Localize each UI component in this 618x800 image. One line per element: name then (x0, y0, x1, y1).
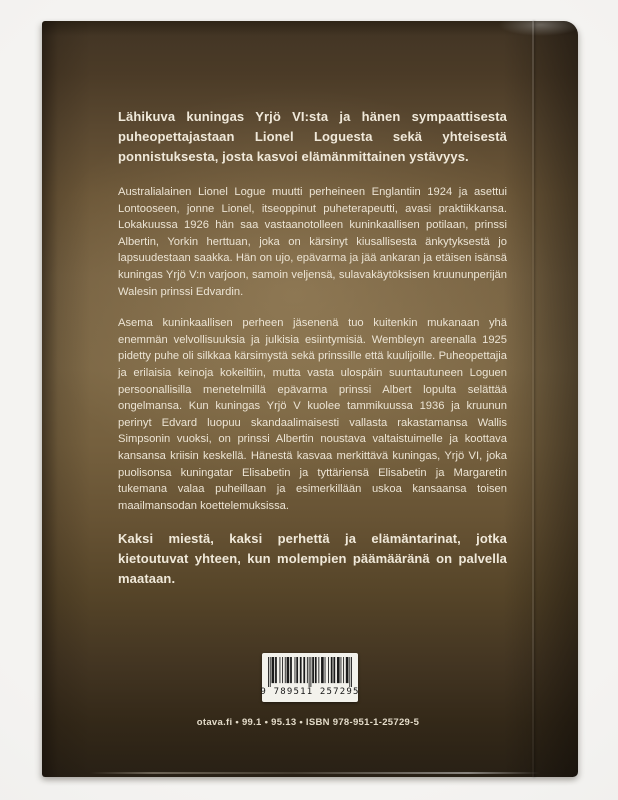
publisher-info: otava.fi • 99.1 • 95.13 • ISBN 978-951-1-25729-5 (196, 717, 420, 728)
book-back-cover (42, 21, 578, 777)
barcode-number: 9 789511 257295 (260, 687, 360, 697)
intro-paragraph: Lähikuva kuningas Yrjö VI:sta ja hänen sympaattisesta puheopettajastaan Lionel Loguesta sekä yhteisestä ponnistuksesta, josta kasvoi elämänmittainen ystävyys. (118, 109, 507, 164)
body-paragraph-2: Asema kuninkaallisen perheen jäsenenä tuo kuitenkin mukanaan yhä enemmän velvollisuuksia ja julkisia esiintymisiä. Wembleyn areenalla 1925 pidetty puhe oli silkkaa kärsimystä sekä prinssille että kuulijoille. Puheopettajia ja erilaisia keinoja kokeiltiin, mutta vasta ulospäin suuntautuneen Loguen persoonallisilla menetelmillä epävarma prinssi Albert lopulta selättää ongelmansa. Kun kuningas Yrjö V kuolee tammikuussa 1936 ja kruunun perinyt Edvard luopuu skandaalimaisesti vallasta rakastamansa Wallis Simpsonin vuoksi, on prinssi Albertin noustava valtaistuimelle ja koottava kansansa kriisin keskellä. Hänestä kasvaa merkittävä kuningas, Yrjö VI, joka puolisonsa kuningatar Elisabetin ja tyttäriensä Elisabetin ja Margaretin tukemana valaa puheillaan ja esimerkillään uskoa kansaansa toisen maailmansodan koettelemuksissa. (118, 317, 507, 512)
barcode (262, 653, 358, 702)
blurb-text-column (118, 107, 507, 589)
jacket-fold-line (532, 21, 534, 777)
closing-paragraph: Kaksi miestä, kaksi perhettä ja elämäntarinat, jotka kietoutuvat yhteen, kun molempien päämääränä on palvella maataan. (118, 531, 507, 587)
barcode-bars-icon (268, 657, 352, 687)
body-paragraph-1: Australialainen Lionel Logue muutti perheineen Englantiin 1924 ja asettui Lontooseen, jonne Lionel, itseoppinut puheterapeutti, avasi praktiikkansa. Lokakuussa 1926 hän saa vastaanotolleen kuninkaallisen potilaan, prinssi Albertin, Yorkin herttuan, joka on kärsinyt kiusallisesta änkytyksestä jo lapsuudestaan saakka. Hän on ujo, epävarma ja jää ankaran ja etäisen isänsä kuningas Yrjö V:n varjoon, samoin veljensä, sulavakäytöksisen kruununperijän Walesin prinssi Edvardin. (118, 186, 507, 298)
